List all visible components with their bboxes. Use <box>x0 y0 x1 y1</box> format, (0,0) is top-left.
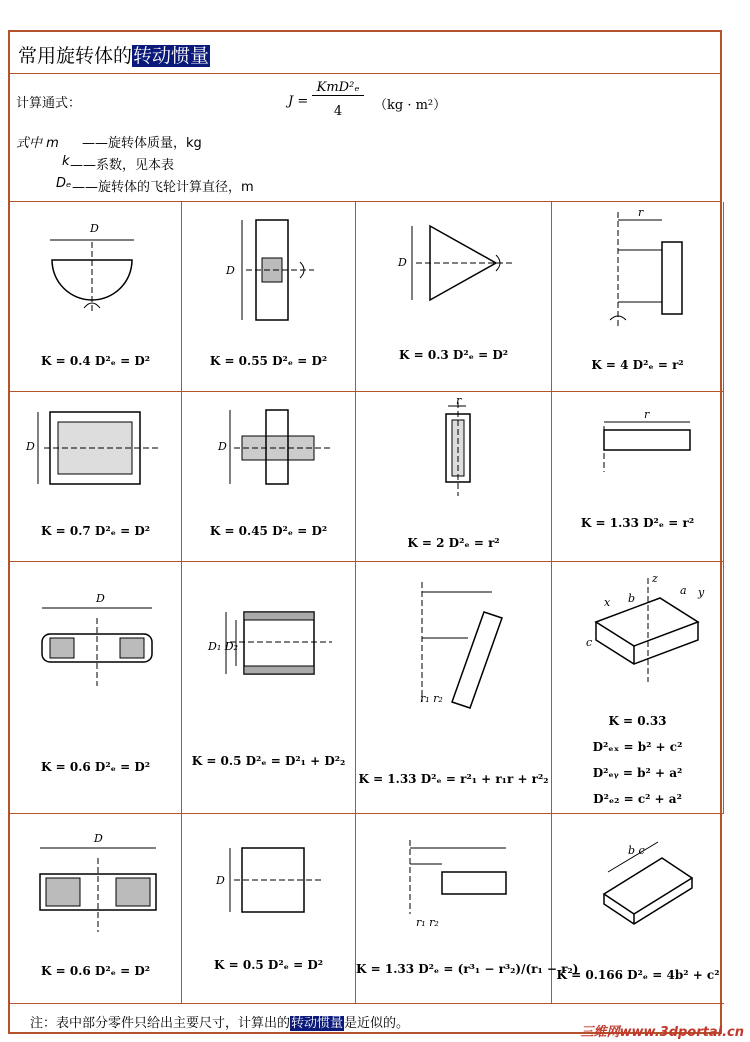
definition-symbol: 式中 m <box>16 136 59 151</box>
cell-flywheel-hollow <box>10 392 182 562</box>
rod-end-diagram <box>552 392 724 522</box>
cell-plate <box>552 814 724 1004</box>
cell-caption: K = 0.7 D²ₑ = D² <box>41 524 150 538</box>
dim-label: D <box>90 222 99 235</box>
plate-diagram <box>552 814 724 944</box>
axis-label-c: c <box>586 636 593 649</box>
formula-denominator: 4 <box>333 104 343 119</box>
cell-point-mass <box>552 202 724 392</box>
pulley-diagram <box>182 202 356 352</box>
caption-line: D²ₑ₂ = c² + a² <box>593 792 682 806</box>
formula-unit: （kg · m²） <box>374 98 447 113</box>
formula-block <box>10 74 720 202</box>
axis-label-y: y <box>698 586 705 599</box>
cell-rod-end <box>552 392 724 562</box>
title-highlight: 转动惯量 <box>133 45 210 67</box>
block-3d-diagram <box>552 562 724 692</box>
cell-block-3d <box>552 562 724 814</box>
cell-caption: K = 1.33 D²ₑ = (r³₁ − r³₂)/(r₁ − r₂) <box>356 962 579 976</box>
axis-label-a: a <box>680 584 687 597</box>
formula-lhs: J = <box>288 94 309 109</box>
flywheel-hollow-diagram <box>10 392 182 522</box>
cell-caption: K = 0.6 D²ₑ = D² <box>41 760 150 774</box>
cell-thin-ring <box>356 392 552 562</box>
definition-symbol: k <box>62 154 70 169</box>
dim-label: r <box>456 394 462 407</box>
cell-flywheel-spoked <box>10 562 182 814</box>
cell-flywheel-web <box>10 814 182 1004</box>
cell-caption: K = 1.33 D²ₑ = r² <box>580 516 695 530</box>
block-caption <box>552 708 723 812</box>
cell-caption: K = 4 D²ₑ = r² <box>591 358 684 372</box>
solid-cylinder-diagram <box>182 814 356 944</box>
hemisphere-diagram <box>10 202 182 352</box>
cell-pulley <box>182 202 356 392</box>
dim-label: D <box>398 256 407 269</box>
definition-symbol: Dₑ <box>56 176 72 191</box>
cell-inclined-rod <box>356 562 552 814</box>
cell-caption: K = 0.5 D²ₑ = D² <box>214 958 323 972</box>
cell-caption: K = 0.166 D²ₑ = 4b² + c² <box>556 968 720 982</box>
axis-label-b: b <box>628 592 636 605</box>
caption-line: D²ₑₓ = b² + c² <box>592 740 683 754</box>
definition-text: ——系数，见本表 <box>70 158 175 173</box>
note-highlight: 转动惯量 <box>291 1016 344 1031</box>
definition-text: ——旋转体质量，kg <box>82 136 202 151</box>
gear-diagram <box>182 392 356 522</box>
dim-label: D <box>96 592 105 605</box>
page-title: 常用旋转体的转动惯量 <box>18 45 210 67</box>
dim-label: D <box>26 440 35 453</box>
point-mass-diagram <box>552 202 724 352</box>
dim-label: r₁ r₂ <box>416 916 439 929</box>
axis-label-z: z <box>652 572 658 585</box>
dim-label: r <box>644 408 650 421</box>
thin-ring-diagram <box>356 392 552 522</box>
cell-caption: K = 0.45 D²ₑ = D² <box>209 524 328 538</box>
dim-label: r <box>638 206 644 219</box>
dim-label: b c <box>628 844 645 857</box>
formula-label: 计算通式： <box>16 96 82 111</box>
watermark: 三维网www.3dportal.cn <box>580 1025 744 1040</box>
cell-offset-rod <box>356 814 579 1004</box>
formula-numerator: KmD²ₑ <box>312 80 364 96</box>
caption-line: K = 0.33 <box>608 714 667 728</box>
dim-label: D <box>226 264 235 277</box>
flywheel-spoked-diagram <box>10 562 182 712</box>
cell-caption: K = 0.4 D²ₑ = D² <box>41 354 150 368</box>
cell-gear <box>182 392 356 562</box>
inclined-rod-diagram <box>356 562 552 722</box>
cell-caption: K = 0.55 D²ₑ = D² <box>209 354 328 368</box>
dim-label: D₁ D₂ <box>208 640 238 653</box>
offset-rod-diagram <box>356 814 552 944</box>
axis-label-x: x <box>604 596 611 609</box>
dim-label: r₁ r₂ <box>420 692 443 705</box>
footnote: 注：表中部分零件只给出主要尺寸，计算出的转动惯量是近似的。 <box>30 1016 410 1031</box>
cell-caption: K = 0.3 D²ₑ = D² <box>399 348 508 362</box>
cell-hollow-cylinder <box>182 562 356 814</box>
dim-label: D <box>94 832 103 845</box>
cell-solid-cylinder <box>182 814 356 1004</box>
cell-cone <box>356 202 552 392</box>
cell-caption: K = 0.5 D²ₑ = D²₁ + D²₂ <box>191 754 346 768</box>
dim-label: D <box>218 440 227 453</box>
hollow-cylinder-diagram <box>182 562 356 712</box>
flywheel-web-diagram <box>10 814 182 944</box>
cell-caption: K = 2 D²ₑ = r² <box>407 536 500 550</box>
cell-caption: K = 1.33 D²ₑ = r²₁ + r₁r + r²₂ <box>358 772 549 786</box>
table-frame <box>8 30 722 1034</box>
caption-line: D²ₑᵧ = b² + a² <box>592 766 683 780</box>
dim-label: D <box>216 874 225 887</box>
cell-caption: K = 0.6 D²ₑ = D² <box>41 964 150 978</box>
cone-diagram <box>356 202 552 352</box>
definition-text: ——旋转体的飞轮计算直径，m <box>72 180 254 195</box>
cell-hemisphere <box>10 202 182 392</box>
title-row <box>10 32 720 74</box>
